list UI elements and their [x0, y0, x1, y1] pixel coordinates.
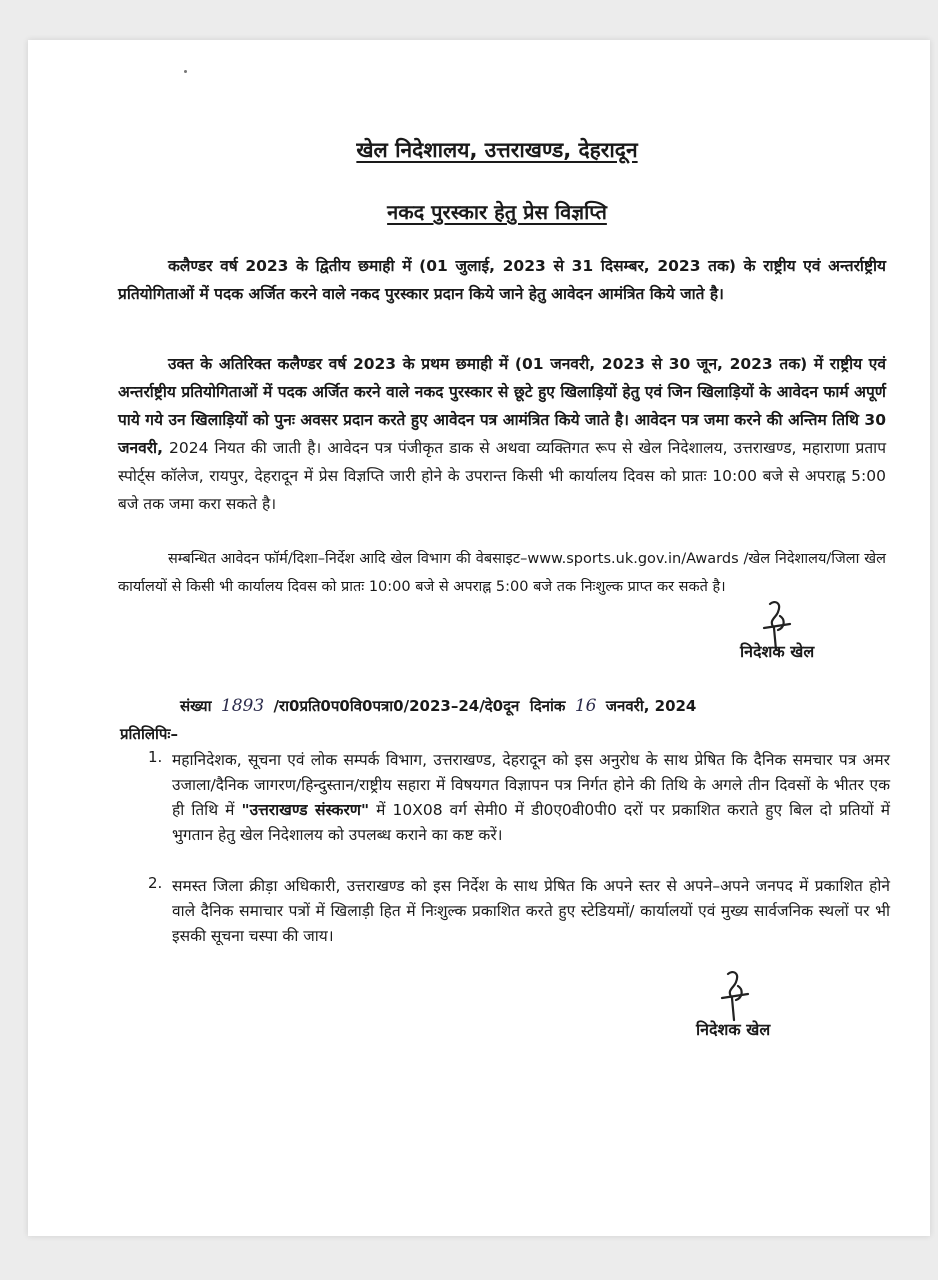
reference-code: /रा0प्रति0प0वि0पत्रा0/2023–24/दे0दून: [273, 697, 520, 715]
cc-item-text-a: महानिदेशक, सूचना एवं लोक सम्पर्क विभाग, उत्तराखण्ड, देहरादून को इस अनुरोध के साथ प्रेषित कि दैनिक समचार पत्र अमर उजाला/दैनिक जागरण/हिन्दुस्तान/राष्ट्रीय सहारा में विषयगत विज्ञापन पत्र निर्गत होने की तिथि के अगले तीन दिवसों के भीतर एक ही तिथि में: [172, 751, 890, 819]
document-page: [28, 40, 930, 1236]
cc-label: प्रतिलिपिः–: [120, 725, 178, 743]
cc-item-text-bold: "उत्तराखण्ड संस्करण": [241, 801, 370, 819]
cc-item-text-b: में 10X08 वर्ग सेमी0 में डी0ए0वी0पी0 दरों पर प्रकाशित कराते हुए बिल दो प्रतियों में भुगतान हेतु खेल निदेशालय को उपलब्ध कराने का कष्ट करें।: [172, 801, 890, 844]
paragraph-2-bold: उक्त के अतिरिक्त कलैण्डर वर्ष 2023 के प्रथम छमाही में (01 जनवरी, 2023 से 30 जून, 2023 तक) में राष्ट्रीय एवं अन्तर्राष्ट्रीय प्रतियोगिताओं में पदक अर्जित करने वाले नकद पुरस्कार से छूटे हुए खिलाड़ियों हेतु एवं जिन खिलाड़ियों के आवेदन फार्म अपूर्ण पाये गये उन खिलाड़ियों को पुनः अवसर प्रदान करते हुए आवेदन पत्र आमंत्रित किये जाते है। आवेदन पत्र जमा करने की अन्तिम तिथि 30 जनवरी,: [118, 355, 886, 457]
reference-prefix: संख्या: [180, 697, 212, 715]
cc-item-number: 2.: [148, 874, 163, 892]
signatory-2: निदेशक खेल: [696, 1020, 771, 1039]
document-title: खेल निदेशालय, उत्तराखण्ड, देहरादून: [356, 138, 638, 162]
cc-item-text: [172, 748, 890, 848]
date-label: दिनांक: [529, 697, 566, 715]
paragraph-3: सम्बन्धित आवेदन फॉर्म/दिशा–निर्देश आदि खेल विभाग की वेबसाइट–www.sports.uk.gov.in/Awards /खेल निदेशालय/जिला खेल कार्यालयों से किसी भी कार्यालय दिवस को प्रातः 10:00 बजे से अपराह्न 5:00 बजे तक निःशुल्क प्राप्त कर सकते है।: [118, 551, 886, 595]
paragraph-1: कलैण्डर वर्ष 2023 के द्वितीय छमाही में (01 जुलाई, 2023 से 31 दिसम्बर, 2023 तक) के राष्ट्रीय एवं अन्तर्राष्ट्रीय प्रतियोगिताओं में पदक अर्जित करने वाले नकद पुरस्कार प्रदान किये जाने हेतु आवेदन आमंत्रित किये जाते है।: [118, 257, 886, 303]
paragraph-2: [118, 350, 886, 518]
cc-list-item-1: [120, 748, 890, 848]
signatory-1: निदेशक खेल: [740, 642, 815, 661]
reference-number: 1893: [220, 696, 265, 716]
cc-item-text: समस्त जिला क्रीड़ा अधिकारी, उत्तराखण्ड को इस निर्देश के साथ प्रेषित कि अपने स्तर से अपने–अपने जनपद में प्रकाशित होने वाले दैनिक समाचार पत्रों में खिलाड़ी हित में निःशुल्क प्रकाशित करते हुए स्टेडियमों/ कार्यालयों एवं मुख्य सार्वजनिक स्थलों पर भी इसकी सूचना चस्पा की जाय।: [172, 877, 890, 945]
paragraph-2-rest: 2024 नियत की जाती है। आवेदन पत्र पंजीकृत डाक से अथवा व्यक्तिगत रूप से खेल निदेशालय, उत्तराखण्ड, महाराणा प्रताप स्पोर्ट्स कॉलेज, रायपुर, देहरादून में प्रेस विज्ञप्ति जारी होने के उपरान्त किसी भी कार्यालय दिवस को प्रातः 10:00 बजे से अपराह्न 5:00 बजे तक जमा करा सकते है।: [118, 439, 886, 513]
signature-2: [714, 968, 754, 1024]
cc-list-item-2: [120, 874, 890, 949]
document-subtitle: नकद पुरस्कार हेतु प्रेस विज्ञप्ति: [387, 200, 607, 224]
cc-item-number: 1.: [148, 748, 163, 766]
reference-line: [180, 696, 696, 716]
date-rest: जनवरी, 2024: [605, 697, 697, 715]
ink-dot: [184, 70, 187, 73]
date-day: 16: [574, 696, 597, 716]
